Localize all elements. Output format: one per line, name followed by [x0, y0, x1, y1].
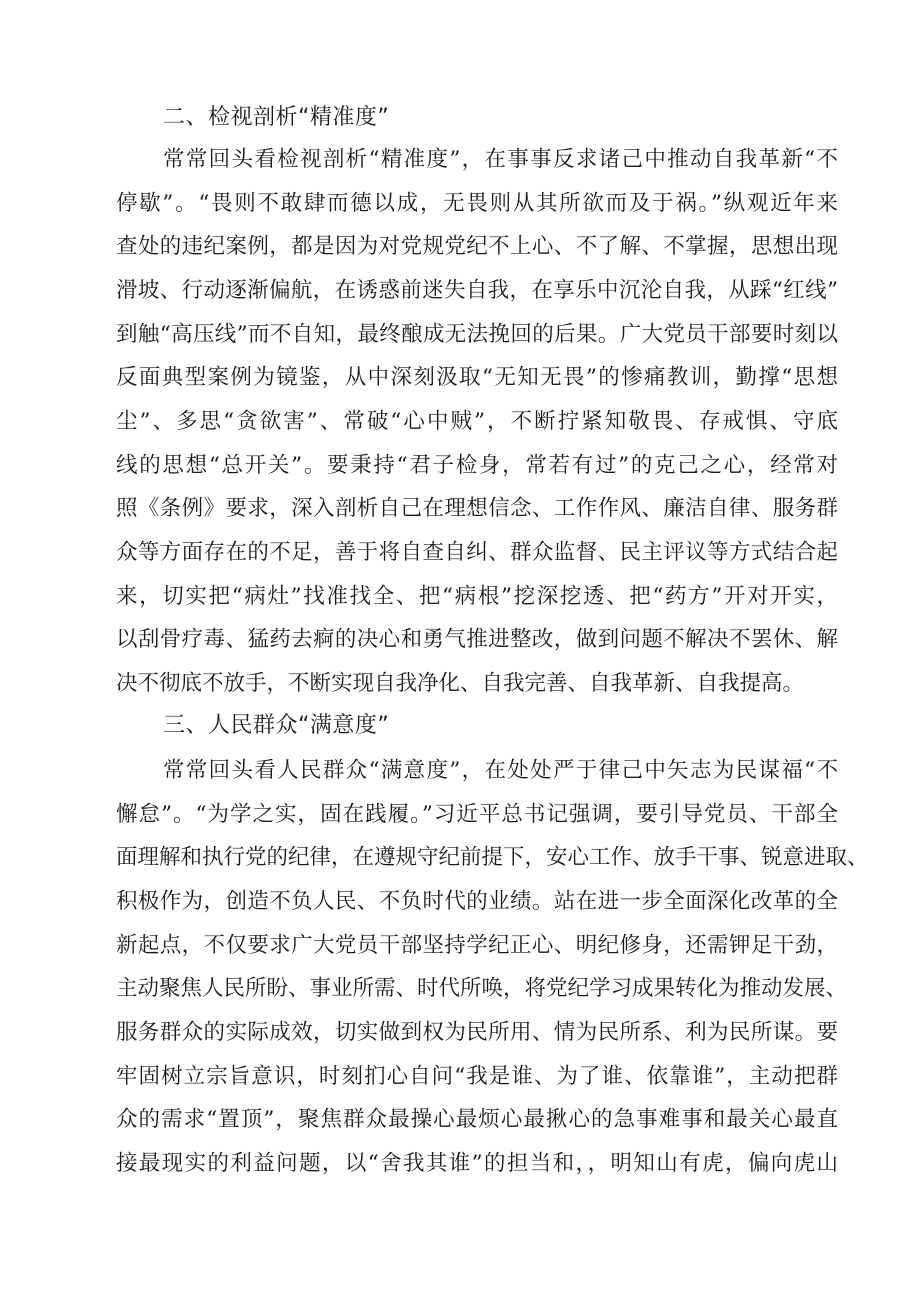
section-heading-2: 二、检视剖析“精准度”: [163, 105, 390, 130]
paragraph-line: 滑坡、行动逐渐偏航，在诱惑前迷失自我，在享乐中沉沦自我，从踩“红线”: [116, 278, 838, 303]
paragraph-line: 查处的违纪案例，都是因为对党规党纪不上心、不了解、不掌握，思想出现: [116, 234, 838, 259]
paragraph-line: 常常回头看人民群众“满意度”，在处处严于律己中矢志为民谋福“不: [163, 758, 838, 783]
paragraph-line: 服务群众的实际成效，切实做到权为民所用、情为民所系、利为民所谋。要: [116, 1020, 838, 1045]
paragraph-line: 以刮骨疗毒、猛药去痾的决心和勇气推进整改，做到问题不解决不罢休、解: [116, 627, 838, 652]
paragraph-line: 新起点，不仅要求广大党员干部坚持学纪正心、明纪修身，还需钾足干劲，: [116, 933, 838, 958]
paragraph-line: 尘”、多思“贪欲害”、常破“心中贼”，不断拧紧知敬畏、存戒惧、守底: [116, 409, 838, 434]
paragraph-line: 众等方面存在的不足，善于将自查自纠、群众监督、民主评议等方式结合起: [116, 540, 838, 565]
paragraph-line: 牢固树立宗旨意识，时刻扪心自问“我是谁、为了谁、依靠谁”，主动把群: [116, 1064, 838, 1089]
paragraph-line: 到触“高压线”而不自知，最终酿成无法挽回的后果。广大党员干部要时刻以: [116, 322, 838, 347]
paragraph-line: 决不彻底不放手，不断实现自我净化、自我完善、自我革新、自我提高。: [116, 671, 805, 696]
paragraph-line: 停歇”。“畏则不敢肆而德以成，无畏则从其所欲而及于祸。”纵观近年来: [116, 191, 838, 216]
paragraph-line: 线的思想“总开关”。要秉持“君子检身，常若有过”的克己之心，经常对: [116, 453, 838, 478]
paragraph-line: 懈怠”。“为学之实，固在践履。”习近平总书记强调，要引导党员、干部全: [116, 802, 838, 827]
paragraph-line: 主动聚焦人民所盼、事业所需、时代所唤，将党纪学习成果转化为推动发展、: [116, 976, 848, 1001]
paragraph-line: 众的需求“置顶”，聚焦群众最操心最烦心最揪心的急事难事和最关心最直: [116, 1107, 838, 1132]
paragraph-line: 反面典型案例为镜鉴，从中深刻汲取“无知无畏”的惨痛教训，勤撑“思想: [116, 365, 838, 390]
paragraph-line: 面理解和执行党的纪律，在遵规守纪前提下，安心工作、放手干事、锐意进取、: [116, 845, 869, 870]
paragraph-line: 照《条例》要求，深入剖析自己在理想信念、工作作风、廉洁自律、服务群: [116, 496, 838, 521]
paragraph-line: 接最现实的利益问题，以“舍我其谁”的担当和，，明知山有虎，偏向虎山: [116, 1151, 838, 1176]
section-heading-3: 三、人民群众“满意度”: [163, 713, 390, 738]
paragraph-line: 积极作为，创造不负人民、不负时代的业绩。站在进一步全面深化改革的全: [116, 889, 838, 914]
paragraph-line: 来，切实把“病灶”找准找全、把“病根”挖深挖透、把“药方”开对开实，: [116, 584, 838, 609]
paragraph-line: 常常回头看检视剖析“精准度”，在事事反求诸己中推动自我革新“不: [163, 147, 838, 172]
